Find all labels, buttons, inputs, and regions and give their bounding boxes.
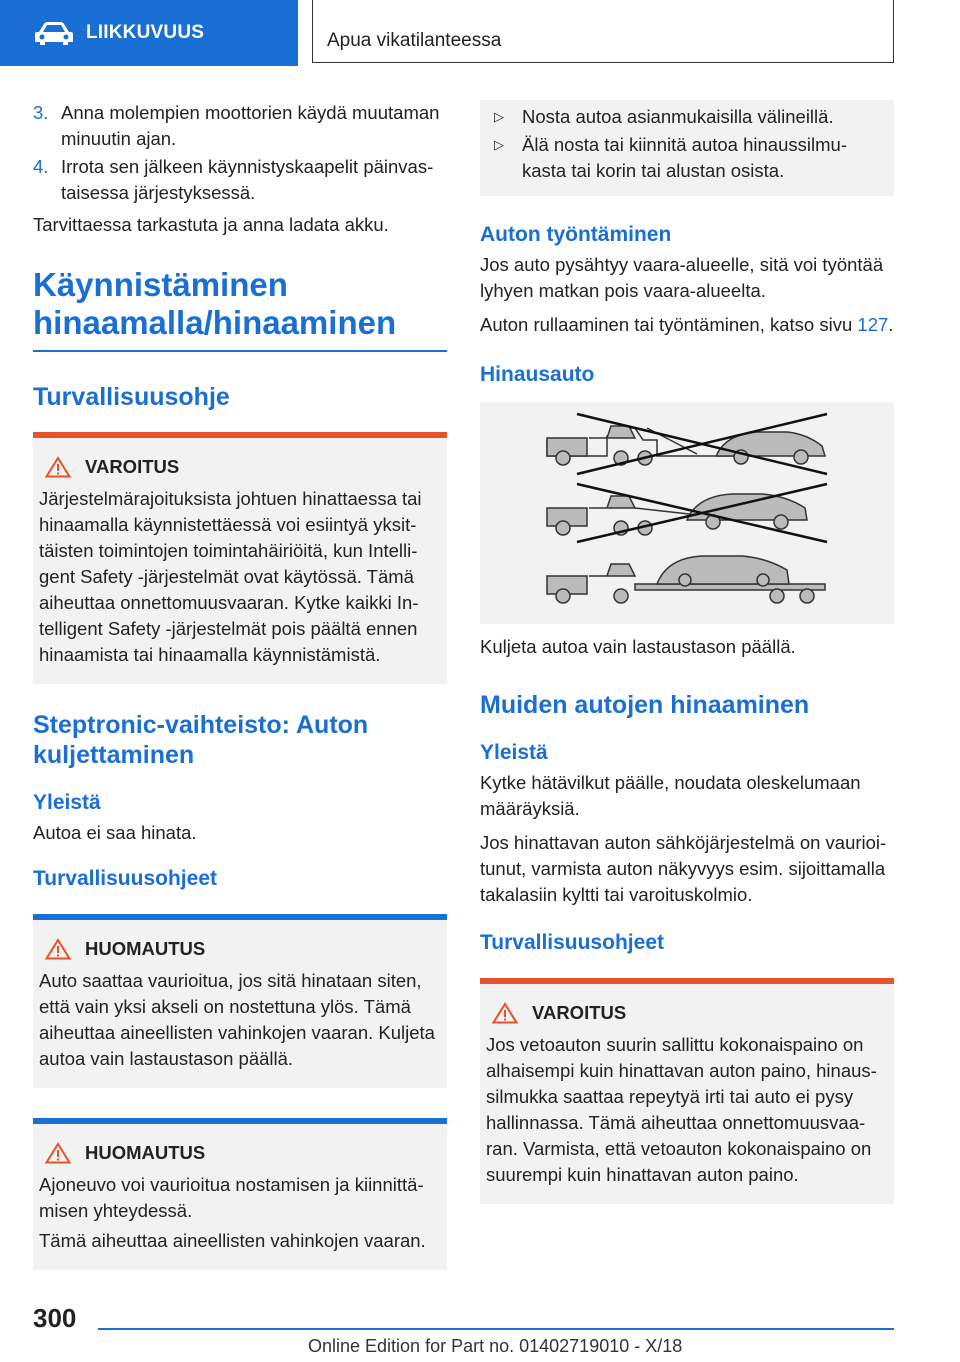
note-label: HUOMAUTUS xyxy=(85,1141,206,1163)
footer-rule xyxy=(98,1328,894,1330)
section-label: LIIKKUVUUS xyxy=(86,22,205,43)
warning-triangle-icon xyxy=(492,1002,518,1024)
note-title xyxy=(39,1140,439,1166)
warning-label: VAROITUS xyxy=(85,455,180,477)
tow-truck-image xyxy=(537,408,837,618)
warning-triangle-icon xyxy=(45,456,71,478)
section-tab[interactable] xyxy=(0,0,298,66)
subsection-heading: Turvallisuusohjeet xyxy=(480,931,664,954)
paragraph-text: . xyxy=(888,314,894,335)
warning-title xyxy=(39,454,439,480)
note-text: Ajoneuvo voi vaurioitua nostamisen ja kiinnittämisen yhteydessä. xyxy=(39,1173,424,1221)
page-link[interactable]: 127 xyxy=(857,314,889,335)
bullet-list xyxy=(480,100,894,196)
list-item xyxy=(494,132,884,184)
paragraph: Jos hinattavan auton sähköjärjestelmä on vaurioitunut, varmista auton näkyvyys esim. sijoittamalla takalasiin kyltti tai varoituskolmio. xyxy=(480,832,887,905)
step-number: 4. xyxy=(33,156,49,177)
paragraph: Jos auto pysähtyy vaara-alueelle, sitä voi työntää lyhyen matkan pois vaara-alueelta. xyxy=(480,254,884,301)
step-text: Irrota sen jälkeen käynnistyskaapelit päinvastaisessa järjestyksessä. xyxy=(61,156,434,203)
right-column xyxy=(480,104,894,1204)
heading-rule xyxy=(33,350,447,352)
paragraph: Tarvittaessa tarkastuta ja anna ladata akku. xyxy=(33,214,389,235)
warning-label: VAROITUS xyxy=(532,1002,627,1023)
chapter-heading: Käynnistäminen hinaamalla/hinaaminen xyxy=(33,266,397,341)
paragraph xyxy=(480,312,894,338)
warning-title xyxy=(486,1000,886,1026)
subsection-heading: Auton työntäminen xyxy=(480,223,672,246)
page-number: 300 xyxy=(33,1303,77,1333)
subsection-heading: Yleistä xyxy=(33,790,101,814)
note-title xyxy=(39,936,439,962)
warning-triangle-icon xyxy=(45,1142,71,1164)
chapter-title: Apua vikatilanteessa xyxy=(327,30,502,51)
note-text: Auto saattaa vaurioitua, jos sitä hinataan siten, että vain yksi akseli on nostettuna ylös. Tämä aiheuttaa aineellisten vahinkojen vaaran. Kuljeta autoa vain lastaustason päällä. xyxy=(39,969,435,1069)
section-heading: Muiden autojen hinaaminen xyxy=(480,691,810,719)
note-text: Tämä aiheuttaa aineellisten vahinkojen vaaran. xyxy=(39,1229,426,1251)
edition-text: Online Edition for Part no. 01402719010 - X/18 xyxy=(308,1336,683,1356)
bullet-text: Älä nosta tai kiinnitä autoa hinaussilmukasta tai korin tai alustan osista. xyxy=(522,134,847,181)
paragraph-text: Auton rullaaminen tai työntäminen, katso sivu xyxy=(480,314,853,335)
subsection-heading: Hinausauto xyxy=(480,363,595,386)
bullet-text: Nosta autoa asianmukaisilla välineillä. xyxy=(522,106,834,127)
warning-text: Jos vetoauton suurin sallittu kokonaispaino on alhaisempi kuin hinattavan auton paino, hinaussilmukka saattaa repeytyä irti tai auto ei pysy hallinnassa. Tämä aiheuttaa onnettomuusvaaran. Varmista, että vetoauton kokonaispaino on suurempi kuin hinattavan auton paino. xyxy=(486,1034,877,1185)
list-item xyxy=(494,104,884,130)
list-item xyxy=(33,154,447,206)
warning-box xyxy=(480,978,894,1204)
warning-box xyxy=(33,432,447,684)
left-column xyxy=(33,100,447,1270)
note-box xyxy=(33,1118,447,1270)
warning-text: Järjestelmärajoituksista johtuen hinattaessa tai hinaamalla käynnistettäessä voi esiintyä yksittäisten toimintojen toimintahäiriöitä, kun Intelligent Safety -järjestelmät ovat käytössä. Tämä aiheuttaa onnettomuusvaaran. Kytke kaikki Intelligent Safety -järjestelmät pois päältä ennen hinaamista tai hinaamalla käynnistämistä. xyxy=(39,487,422,665)
image-caption: Kuljeta autoa vain lastaustason päällä. xyxy=(480,636,796,657)
triangle-bullet-icon: ▷ xyxy=(494,137,504,152)
car-icon xyxy=(34,20,74,46)
step-number: 3. xyxy=(33,102,49,123)
note-label: HUOMAUTUS xyxy=(85,937,206,959)
subsection-heading: Yleistä xyxy=(480,741,548,764)
step-text: Anna molempien moottorien käydä muutaman minuutin ajan. xyxy=(61,102,440,149)
chapter-header xyxy=(312,0,894,63)
paragraph: Kytke hätävilkut päälle, noudata oleskelumaan määräyksiä. xyxy=(480,772,861,819)
warning-triangle-icon xyxy=(45,938,71,960)
triangle-bullet-icon: ▷ xyxy=(494,109,504,124)
paragraph: Autoa ei saa hinata. xyxy=(33,821,197,843)
list-item xyxy=(33,100,447,152)
section-heading: Steptronic-vaihteisto: Auton kuljettaminen xyxy=(33,710,369,769)
tow-truck-illustration xyxy=(480,402,894,624)
note-box xyxy=(33,914,447,1088)
section-heading: Turvallisuusohje xyxy=(33,382,230,411)
subsection-heading: Turvallisuusohjeet xyxy=(33,866,217,890)
